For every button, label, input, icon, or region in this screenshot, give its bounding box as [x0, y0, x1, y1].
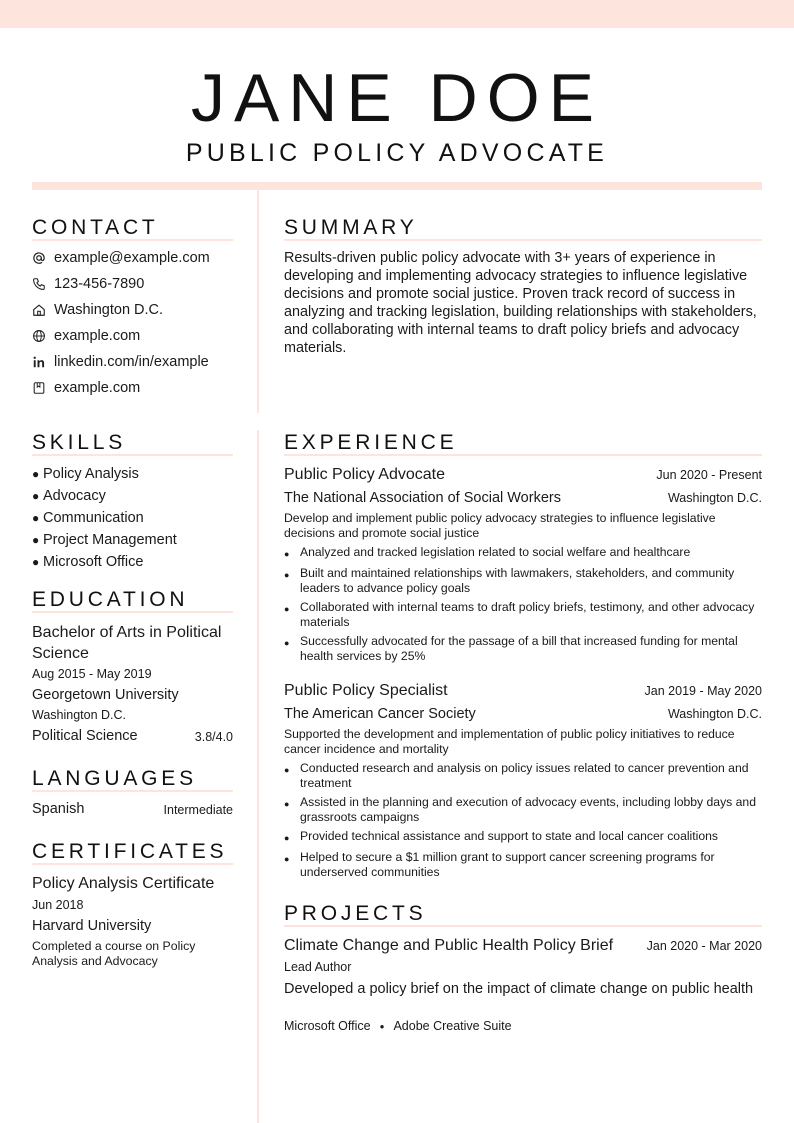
column-divider-bottom: [257, 430, 259, 1123]
contact-portfolio-text: example.com: [54, 380, 141, 396]
contact-website[interactable]: [32, 326, 140, 346]
contact-email-text: example@example.com: [54, 250, 210, 266]
projects-heading: PROJECTS: [284, 902, 427, 925]
education-degree: Bachelor of Arts in Political Science: [32, 624, 222, 662]
certificate-date: Jun 2018: [32, 898, 84, 912]
education-rule: [32, 611, 233, 613]
job-description: Supported the development and implementation of public policy initiatives to reduce cancer incidence and mortality: [284, 727, 735, 756]
list-item: ● Advocacy: [32, 488, 106, 504]
contact-portfolio[interactable]: [32, 378, 140, 398]
job-location: Washington D.C.: [667, 707, 762, 721]
education-location: Washington D.C.: [32, 708, 127, 722]
contact-website-text: example.com: [54, 328, 141, 344]
job-dates: Jan 2019 - May 2020: [644, 684, 762, 698]
job-company: The American Cancer Society: [284, 706, 476, 722]
job-location: Washington D.C.: [667, 491, 762, 505]
contact-location-text: Washington D.C.: [54, 302, 164, 318]
job-bullet: ● Conducted research and analysis on policy issues related to cancer prevention and treatment: [284, 761, 749, 790]
job-bullet: ● Provided technical assistance and support to state and local cancer coalitions: [284, 829, 719, 843]
tool-separator: ●: [379, 1021, 385, 1031]
summary-text: Results-driven public policy advocate with 3+ years of experience in developing and implementing advocacy strategies to influence legislative decisions and promote social justice. Proven track record of success in analyzing and tracking legislation, building relationships with stakeholders, and collaborating with internal teams to draft policy briefs and advocacy materials.: [284, 250, 757, 356]
education-school: Georgetown University: [32, 687, 179, 703]
project-role: Lead Author: [284, 960, 352, 974]
education-dates: Aug 2015 - May 2019: [32, 667, 152, 681]
column-divider-top: [257, 190, 259, 413]
contact-phone-text: 123-456-7890: [54, 276, 145, 292]
summary-heading: SUMMARY: [284, 216, 418, 239]
header-divider: [32, 182, 762, 190]
contact-location: [32, 300, 163, 320]
list-item: ● Policy Analysis: [32, 466, 139, 482]
experience-rule: [284, 454, 762, 456]
top-accent-band: [0, 0, 794, 28]
home-icon: [32, 303, 46, 317]
project-tool: Adobe Creative Suite: [393, 1019, 512, 1033]
certificates-rule: [32, 863, 233, 865]
contact-linkedin[interactable]: [32, 352, 209, 372]
job-bullet: ● Helped to secure a $1 million grant to support cancer screening programs for underserved communities: [284, 850, 715, 879]
skills-heading: SKILLS: [32, 431, 127, 454]
language-name: Spanish: [32, 801, 85, 817]
candidate-role: PUBLIC POLICY ADVOCATE: [185, 139, 609, 167]
languages-heading: LANGUAGES: [32, 767, 197, 790]
summary-rule: [284, 239, 762, 241]
at-icon: [32, 251, 46, 265]
project-description: Developed a policy brief on the impact of climate change on public health: [284, 981, 754, 997]
education-heading: EDUCATION: [32, 588, 189, 611]
portfolio-icon: [32, 381, 46, 395]
languages-rule: [32, 790, 233, 792]
certificate-issuer: Harvard University: [32, 918, 152, 934]
job-bullet: ● Built and maintained relationships with lawmakers, stakeholders, and community leaders to advance policy goals: [284, 566, 735, 595]
list-item: ● Microsoft Office: [32, 554, 144, 570]
certificate-description: Completed a course on Policy Analysis and Advocacy: [32, 939, 196, 968]
job-description: Develop and implement public policy advocacy strategies to influence legislative decisions and promote social justice: [284, 511, 716, 540]
list-item: ● Communication: [32, 510, 144, 526]
certificate-name: Policy Analysis Certificate: [32, 875, 215, 892]
education-gpa: 3.8/4.0: [194, 730, 233, 744]
skills-rule: [32, 454, 233, 456]
phone-icon: [32, 277, 46, 291]
job-bullet: ● Collaborated with internal teams to draft policy briefs, testimony, and other advocacy materials: [284, 600, 755, 629]
job-company: The National Association of Social Workers: [284, 490, 561, 506]
candidate-name: JANE DOE: [190, 60, 604, 136]
projects-rule: [284, 925, 762, 927]
project-name: Climate Change and Public Health Policy Brief: [284, 937, 614, 954]
contact-phone[interactable]: [32, 274, 144, 294]
project-tools: [284, 1019, 512, 1033]
experience-heading: EXPERIENCE: [284, 431, 458, 454]
job-bullet: ● Analyzed and tracked legislation related to social welfare and healthcare: [284, 545, 691, 559]
contact-email[interactable]: [32, 248, 210, 268]
contact-heading: CONTACT: [32, 216, 159, 239]
job-bullet: ● Successfully advocated for the passage of a bill that increased funding for mental health services by 25%: [284, 634, 738, 663]
language-level: Intermediate: [163, 803, 233, 817]
contact-rule: [32, 239, 233, 241]
project-dates: Jan 2020 - Mar 2020: [646, 939, 762, 953]
globe-icon: [32, 329, 46, 343]
job-title: Public Policy Advocate: [284, 466, 445, 483]
job-dates: Jun 2020 - Present: [656, 468, 762, 482]
contact-linkedin-text: linkedin.com/in/example: [54, 354, 209, 370]
education-field: Political Science: [32, 728, 138, 744]
job-bullet: ● Assisted in the planning and execution of advocacy events, including lobby days and grassroots campaigns: [284, 795, 756, 824]
job-title: Public Policy Specialist: [284, 682, 448, 699]
project-tool: Microsoft Office: [284, 1019, 371, 1033]
linkedin-icon: [32, 355, 46, 369]
skills-list: [32, 463, 233, 573]
certificates-heading: CERTIFICATES: [32, 840, 228, 863]
list-item: ● Project Management: [32, 532, 177, 548]
